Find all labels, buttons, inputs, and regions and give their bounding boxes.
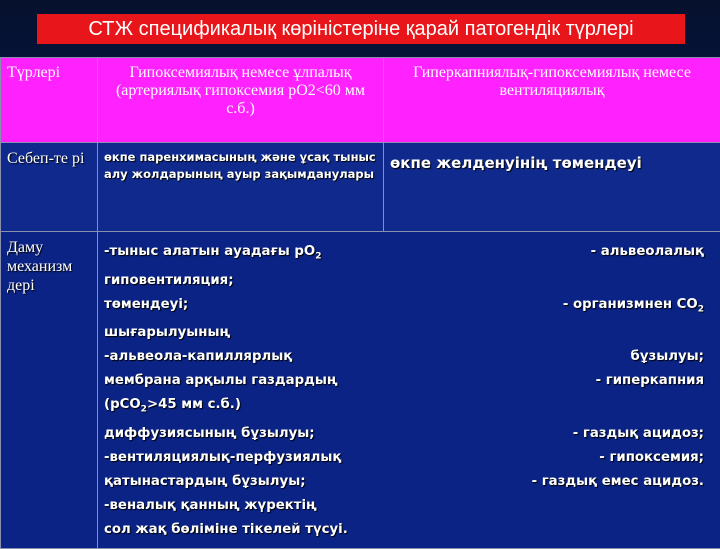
mechanism-right: - газдық емес ацидоз. — [532, 470, 714, 494]
cause-hypoxemic — [98, 143, 384, 232]
mechanism-right — [704, 321, 714, 345]
mechanism-line — [104, 293, 714, 322]
header-hypercapnic: Гиперкапниялық-гипоксемиялық немесе вентиляциялық — [384, 58, 720, 143]
mechanism-left: мембрана арқылы газдардың — [104, 369, 338, 393]
row-label-causes: Себеп-те рі — [1, 143, 98, 232]
mechanism-right: - гипоксемия; — [599, 446, 714, 470]
pathogenesis-table — [0, 57, 720, 549]
mechanism-line — [104, 393, 714, 422]
mechanisms-list — [104, 238, 714, 542]
table-row-causes — [1, 143, 720, 232]
mechanism-left: шығарылуының — [104, 321, 230, 345]
mechanism-right: - организмнен $СO_2$ — [563, 293, 714, 322]
mechanism-line — [104, 321, 714, 345]
mechanism-line — [104, 446, 714, 470]
mechanism-left: қатынастардың бұзылуы; — [104, 470, 306, 494]
mechanism-right: - альвеолалық — [591, 240, 714, 269]
mechanism-left: төмендеуі; — [104, 293, 188, 322]
mechanism-left: сол жақ бөліміне тікелей түсуі. — [104, 518, 348, 542]
mechanisms-cell — [98, 232, 720, 549]
mechanism-right: бұзылуы; — [631, 345, 714, 369]
mechanism-right: - гиперкапния — [596, 369, 714, 393]
mechanism-right: - газдық ацидоз; — [573, 422, 714, 446]
mechanism-line — [104, 240, 714, 269]
mechanism-right — [704, 518, 714, 542]
mechanism-line — [104, 345, 714, 369]
cause-hypercapnic-text: өкпе желденуінің төмендеуі — [390, 153, 714, 173]
mechanism-line — [104, 269, 714, 293]
mechanism-left: -альвеола-капиллярлық — [104, 345, 292, 369]
header-hypoxemic: Гипоксемиялық немесе ұлпалық (артериялық гипоксемия рО2<60 мм с.б.) — [98, 58, 384, 143]
mechanism-left: -вентиляциялық-перфузиялық — [104, 446, 341, 470]
mechanism-left: (рCO$_2$>45 мм с.б.) — [104, 393, 241, 422]
mechanism-line — [104, 518, 714, 542]
slide-title: СТЖ спецификалық көріністеріне қарай патогендік түрлері — [37, 14, 685, 44]
mechanism-line — [104, 470, 714, 494]
mechanism-right — [704, 269, 714, 293]
mechanism-right — [704, 393, 714, 422]
cause-hypercapnic — [384, 143, 720, 232]
row-label-mechanisms: Даму механизм дері — [1, 232, 98, 549]
header-types: Түрлері — [1, 58, 98, 143]
mechanism-left: -веналық қанның жүректің — [104, 494, 317, 518]
mechanism-left: гиповентиляция; — [104, 269, 234, 293]
table-header-row — [1, 58, 720, 143]
mechanism-line — [104, 422, 714, 446]
mechanism-left: диффузиясының бұзылуы; — [104, 422, 315, 446]
table-row-mechanisms — [1, 232, 720, 549]
mechanism-line — [104, 369, 714, 393]
mechanism-line — [104, 494, 714, 518]
cause-hypoxemic-text: өкпе паренхимасының және ұсақ тыныс алу жолдарының ауыр зақымданулары — [104, 149, 377, 183]
mechanism-right — [704, 494, 714, 518]
mechanism-left: -тыныс алатын ауадағы $рO_2$ — [104, 240, 322, 269]
